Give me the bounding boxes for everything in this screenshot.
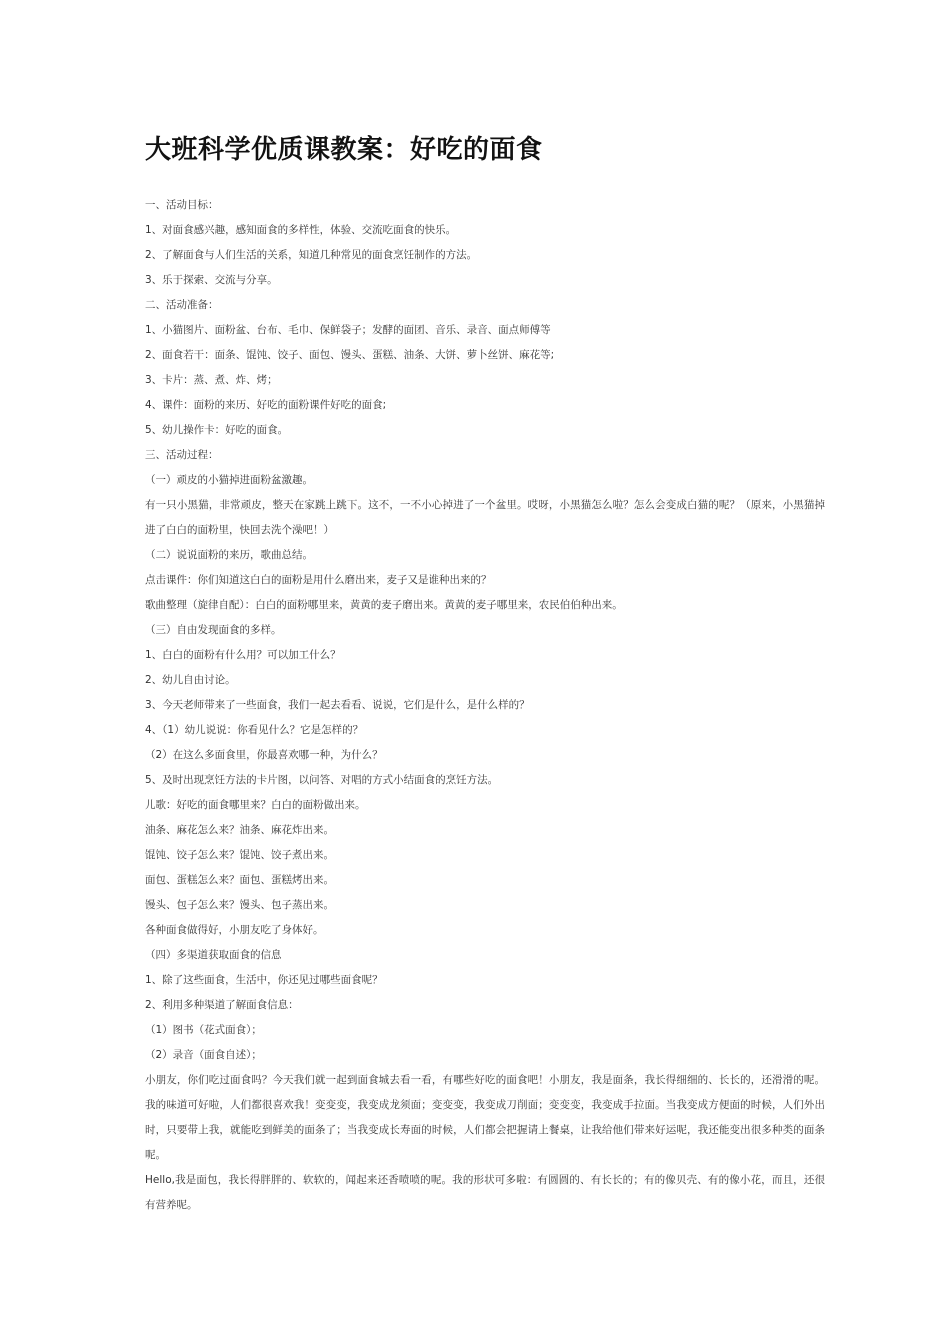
paragraph-step-4: 4、（1）幼儿说说：你看见什么？它是怎样的？	[145, 724, 364, 736]
paragraph-objective-3: 3、乐于探索、交流与分享。	[145, 274, 278, 286]
paragraph-process-heading: 三、活动过程：	[145, 449, 219, 461]
document-page	[145, 128, 825, 1218]
paragraph-song: 歌曲整理（旋律自配）：白白的面粉哪里来，黄黄的麦子磨出来。黄黄的麦子哪里来，农民伯伯种出来。	[145, 599, 623, 611]
paragraph-rhyme-1: 儿歌：好吃的面食哪里来？白白的面粉做出来。	[145, 799, 366, 811]
paragraph-objectives-heading: 一、活动目标：	[145, 199, 219, 211]
paragraph-rhyme-6: 各种面食做得好，小朋友吃了身体好。	[145, 924, 324, 936]
paragraph-preparation-3: 3、卡片：蒸、煮、炸、烤；	[145, 374, 278, 386]
paragraph-courseware-question: 点击课件：你们知道这白白的面粉是用什么磨出来，麦子又是谁种出来的？	[145, 574, 492, 586]
paragraph-preparation-heading: 二、活动准备：	[145, 299, 219, 311]
paragraph-section-1-heading: （一）顽皮的小猫掉进面粉盆激趣。	[145, 474, 313, 486]
paragraph-step-1: 1、白白的面粉有什么用？可以加工什么？	[145, 649, 341, 661]
paragraph-objective-1: 1、对面食感兴趣，感知面食的多样性，体验、交流吃面食的快乐。	[145, 224, 457, 236]
paragraph-kitten-story: 有一只小黑猫，非常顽皮，整天在家跳上跳下。这不，一不小心掉进了一个盆里。哎呀，小黑猫怎么啦？怎么会变成白猫的呢？（原来，小黑猫掉进了白白的面粉里，快回去洗个澡吧！）	[145, 499, 825, 536]
document-body	[145, 193, 825, 1218]
paragraph-section-3-heading: （三）自由发现面食的多样。	[145, 624, 282, 636]
paragraph-preparation-4: 4、课件：面粉的来历、好吃的面粉课件好吃的面食;	[145, 399, 387, 411]
paragraph-noodle-story: 小朋友，你们吃过面食吗？今天我们就一起到面食城去看一看，有哪些好吃的面食吧！小朋友，我是面条，我长得细细的、长长的，还滑滑的呢。我的味道可好啦，人们都很喜欢我！变变变，我变成龙须面；变变变，我变成刀削面；变变变，我变成手拉面。当我变成方便面的时候，人们外出时，只要带上我，就能吃到鲜美的面条了；当我变成长寿面的时候，人们都会把握请上餐桌，让我给他们带来好运呢，我还能变出很多种类的面条呢。	[145, 1074, 825, 1161]
paragraph-preparation-1: 1、小猫图片、面粉盆、台布、毛巾、保鲜袋子；发酵的面团、音乐、录音、面点师傅等	[145, 324, 551, 336]
paragraph-step-3: 3、今天老师带来了一些面食，我们一起去看看、说说，它们是什么，是什么样的？	[145, 699, 530, 711]
paragraph-channel-book: （1）图书（花式面食）；	[145, 1024, 262, 1036]
paragraph-channel-2: 2、利用多种渠道了解面食信息：	[145, 999, 299, 1011]
paragraph-rhyme-4: 面包、蛋糕怎么来？面包、蛋糕烤出来。	[145, 874, 334, 886]
paragraph-rhyme-2: 油条、麻花怎么来？油条、麻花炸出来。	[145, 824, 334, 836]
paragraph-section-2-heading: （二）说说面粉的来历，歌曲总结。	[145, 549, 313, 561]
paragraph-rhyme-5: 馒头、包子怎么来？馒头、包子蒸出来。	[145, 899, 334, 911]
paragraph-step-4-2: （2）在这么多面食里，你最喜欢哪一种，为什么？	[145, 749, 383, 761]
paragraph-rhyme-3: 馄饨、饺子怎么来？馄饨、饺子煮出来。	[145, 849, 334, 861]
paragraph-channel-1: 1、除了这些面食，生活中，你还见过哪些面食呢？	[145, 974, 383, 986]
paragraph-section-4-heading: （四）多渠道获取面食的信息	[145, 949, 282, 961]
paragraph-step-5: 5、及时出现烹饪方法的卡片图，以问答、对唱的方式小结面食的烹饪方法。	[145, 774, 499, 786]
paragraph-step-2: 2、幼儿自由讨论。	[145, 674, 236, 686]
document-title: 大班科学优质课教案：好吃的面食	[145, 135, 543, 165]
paragraph-objective-2: 2、了解面食与人们生活的关系，知道几种常见的面食烹饪制作的方法。	[145, 249, 478, 261]
paragraph-preparation-5: 5、幼儿操作卡：好吃的面食。	[145, 424, 289, 436]
paragraph-bread-story: Hello,我是面包，我长得胖胖的、软软的，闻起来还香喷喷的呢。我的形状可多啦：有圆圆的、有长长的；有的像贝壳、有的像小花，而且，还很有营养呢。	[145, 1174, 825, 1211]
paragraph-preparation-2: 2、面食若干：面条、馄饨、饺子、面包、馒头、蛋糕、油条、大饼、萝卜丝饼、麻花等;	[145, 349, 555, 361]
paragraph-channel-audio: （2）录音（面食自述）；	[145, 1049, 262, 1061]
